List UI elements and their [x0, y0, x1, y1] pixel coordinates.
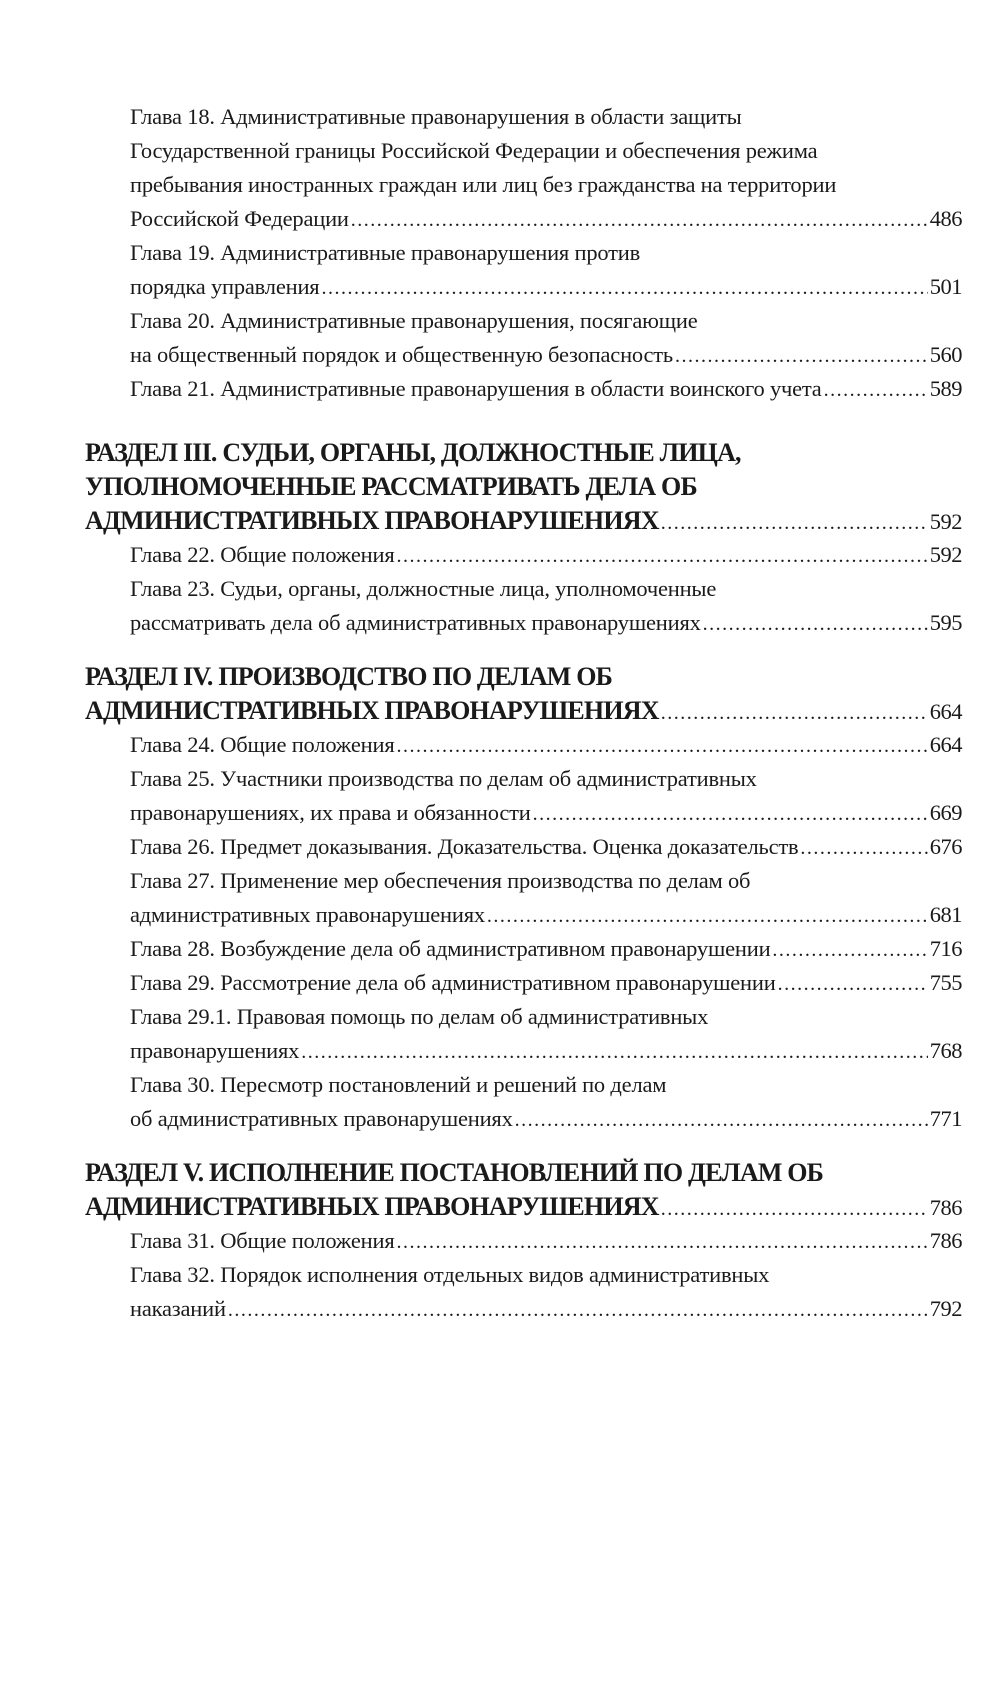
chapter-entry	[85, 966, 962, 1000]
entry-text: Глава 32. Порядок исполнения отдельных видов административных	[130, 1262, 770, 1287]
entry-text: УПОЛНОМОЧЕННЫЕ РАССМАТРИВАТЬ ДЕЛА ОБ	[85, 472, 697, 501]
entry-line	[85, 1000, 962, 1034]
chapter-entry	[85, 932, 962, 966]
entry-text: Глава 29.1. Правовая помощь по делам об административных	[130, 1004, 709, 1029]
chapter-entry	[85, 100, 962, 236]
dot-leader	[772, 933, 927, 967]
entry-line	[85, 1034, 962, 1068]
chapter-entry	[85, 304, 962, 372]
section-heading	[85, 436, 962, 538]
entry-line	[85, 966, 962, 1000]
entry-text: Глава 31. Общие положения	[130, 1228, 395, 1253]
entry-text: правонарушениях	[130, 1038, 300, 1063]
chapter-entry	[85, 728, 962, 762]
dot-leader	[515, 1103, 928, 1137]
page-number: 786	[929, 1195, 962, 1220]
page-number: 771	[929, 1106, 962, 1131]
entry-line	[85, 134, 962, 168]
chapter-entry	[85, 1000, 962, 1068]
page-number: 501	[929, 274, 962, 299]
dot-leader	[703, 607, 928, 641]
page-number: 676	[929, 834, 962, 859]
section-heading	[85, 660, 962, 728]
chapter-entry	[85, 1258, 962, 1326]
chapter-entry	[85, 1068, 962, 1136]
entry-text: рассматривать дела об административных правонарушениях	[130, 610, 701, 635]
entry-text: Глава 19. Административные правонарушения против	[130, 240, 641, 265]
entry-text: АДМИНИСТРАТИВНЫХ ПРАВОНАРУШЕНИЯХ	[85, 696, 659, 725]
dot-leader	[396, 1225, 927, 1259]
chapter-entry	[85, 538, 962, 572]
dot-leader	[487, 899, 928, 933]
entry-text: РАЗДЕЛ III. СУДЬИ, ОРГАНЫ, ДОЛЖНОСТНЫЕ ЛИЦА,	[85, 438, 741, 467]
entry-line	[85, 270, 962, 304]
chapter-entry	[85, 572, 962, 640]
dot-leader	[396, 729, 927, 763]
entry-line	[85, 504, 962, 538]
chapter-entry	[85, 372, 962, 406]
entry-text: Глава 21. Административные правонарушения в области воинского учета	[130, 376, 822, 401]
chapter-entry	[85, 1224, 962, 1258]
page-number: 486	[929, 206, 962, 231]
entry-text: Глава 28. Возбуждение дела об административном правонарушении	[130, 936, 771, 961]
page-number: 560	[929, 342, 962, 367]
entry-text: пребывания иностранных граждан или лиц без гражданства на территории	[130, 172, 837, 197]
entry-text: Глава 30. Пересмотр постановлений и решений по делам	[130, 1072, 667, 1097]
chapter-entry	[85, 236, 962, 304]
table-of-contents	[85, 100, 962, 1326]
entry-line	[85, 1068, 962, 1102]
page-number: 716	[929, 936, 962, 961]
entry-line	[85, 100, 962, 134]
entry-text: Глава 22. Общие положения	[130, 542, 395, 567]
dot-leader	[778, 967, 928, 1001]
entry-line	[85, 436, 962, 470]
dot-leader	[661, 1192, 928, 1226]
entry-text: на общественный порядок и общественную безопасность	[130, 342, 673, 367]
entry-line	[85, 728, 962, 762]
page-number: 792	[929, 1296, 962, 1321]
page-number: 755	[929, 970, 962, 995]
entry-text: АДМИНИСТРАТИВНЫХ ПРАВОНАРУШЕНИЯХ	[85, 506, 659, 535]
page-number: 768	[929, 1038, 962, 1063]
chapter-entry	[85, 864, 962, 932]
dot-leader	[396, 539, 927, 573]
dot-leader	[661, 506, 928, 540]
dot-leader	[800, 831, 927, 865]
entry-line	[85, 796, 962, 830]
page-number: 669	[929, 800, 962, 825]
dot-leader	[533, 797, 928, 831]
page-number: 595	[929, 610, 962, 635]
dot-leader	[228, 1293, 928, 1327]
page-number: 786	[929, 1228, 962, 1253]
entry-text: Глава 29. Рассмотрение дела об административном правонарушении	[130, 970, 776, 995]
entry-line	[85, 1156, 962, 1190]
entry-line	[85, 1190, 962, 1224]
entry-text: административных правонарушениях	[130, 902, 485, 927]
entry-line	[85, 660, 962, 694]
entry-line	[85, 470, 962, 504]
dot-leader	[661, 696, 928, 730]
page-number: 664	[929, 699, 962, 724]
entry-text: Глава 23. Судьи, органы, должностные лица, уполномоченные	[130, 576, 717, 601]
entry-line	[85, 338, 962, 372]
entry-line	[85, 898, 962, 932]
entry-line	[85, 304, 962, 338]
entry-line	[85, 1224, 962, 1258]
page-number: 681	[929, 902, 962, 927]
section-heading	[85, 1156, 962, 1224]
entry-line	[85, 1102, 962, 1136]
entry-line	[85, 236, 962, 270]
entry-line	[85, 762, 962, 796]
chapter-entry	[85, 762, 962, 830]
entry-line	[85, 1258, 962, 1292]
entry-text: об административных правонарушениях	[130, 1106, 513, 1131]
chapter-entry	[85, 830, 962, 864]
page-number: 592	[929, 509, 962, 534]
entry-line	[85, 864, 962, 898]
entry-text: РАЗДЕЛ IV. ПРОИЗВОДСТВО ПО ДЕЛАМ ОБ	[85, 662, 613, 691]
dot-leader	[675, 339, 928, 373]
entry-line	[85, 694, 962, 728]
entry-text: наказаний	[130, 1296, 226, 1321]
entry-text: РАЗДЕЛ V. ИСПОЛНЕНИЕ ПОСТАНОВЛЕНИЙ ПО ДЕЛАМ ОБ	[85, 1158, 824, 1187]
entry-text: Глава 27. Применение мер обеспечения производства по делам об	[130, 868, 751, 893]
entry-text: Глава 25. Участники производства по делам об административных	[130, 766, 757, 791]
page-number: 664	[929, 732, 962, 757]
entry-line	[85, 572, 962, 606]
dot-leader	[321, 271, 927, 305]
dot-leader	[824, 373, 928, 407]
entry-text: Глава 20. Административные правонарушения, посягающие	[130, 308, 698, 333]
entry-line	[85, 1292, 962, 1326]
entry-text: Глава 18. Административные правонарушения в области защиты	[130, 104, 742, 129]
dot-leader	[351, 203, 928, 237]
page-number: 592	[929, 542, 962, 567]
dot-leader	[301, 1035, 928, 1069]
entry-line	[85, 538, 962, 572]
entry-line	[85, 606, 962, 640]
entry-line	[85, 932, 962, 966]
entry-line	[85, 372, 962, 406]
entry-text: Российской Федерации	[130, 206, 349, 231]
page-number: 589	[929, 376, 962, 401]
entry-text: Глава 24. Общие положения	[130, 732, 395, 757]
entry-text: порядка управления	[130, 274, 320, 299]
entry-text: АДМИНИСТРАТИВНЫХ ПРАВОНАРУШЕНИЯХ	[85, 1192, 659, 1221]
entry-line	[85, 830, 962, 864]
entry-line	[85, 168, 962, 202]
entry-text: Глава 26. Предмет доказывания. Доказательства. Оценка доказательств	[130, 834, 799, 859]
entry-text: правонарушениях, их права и обязанности	[130, 800, 531, 825]
entry-text: Государственной границы Российской Федерации и обеспечения режима	[130, 138, 818, 163]
entry-line	[85, 202, 962, 236]
